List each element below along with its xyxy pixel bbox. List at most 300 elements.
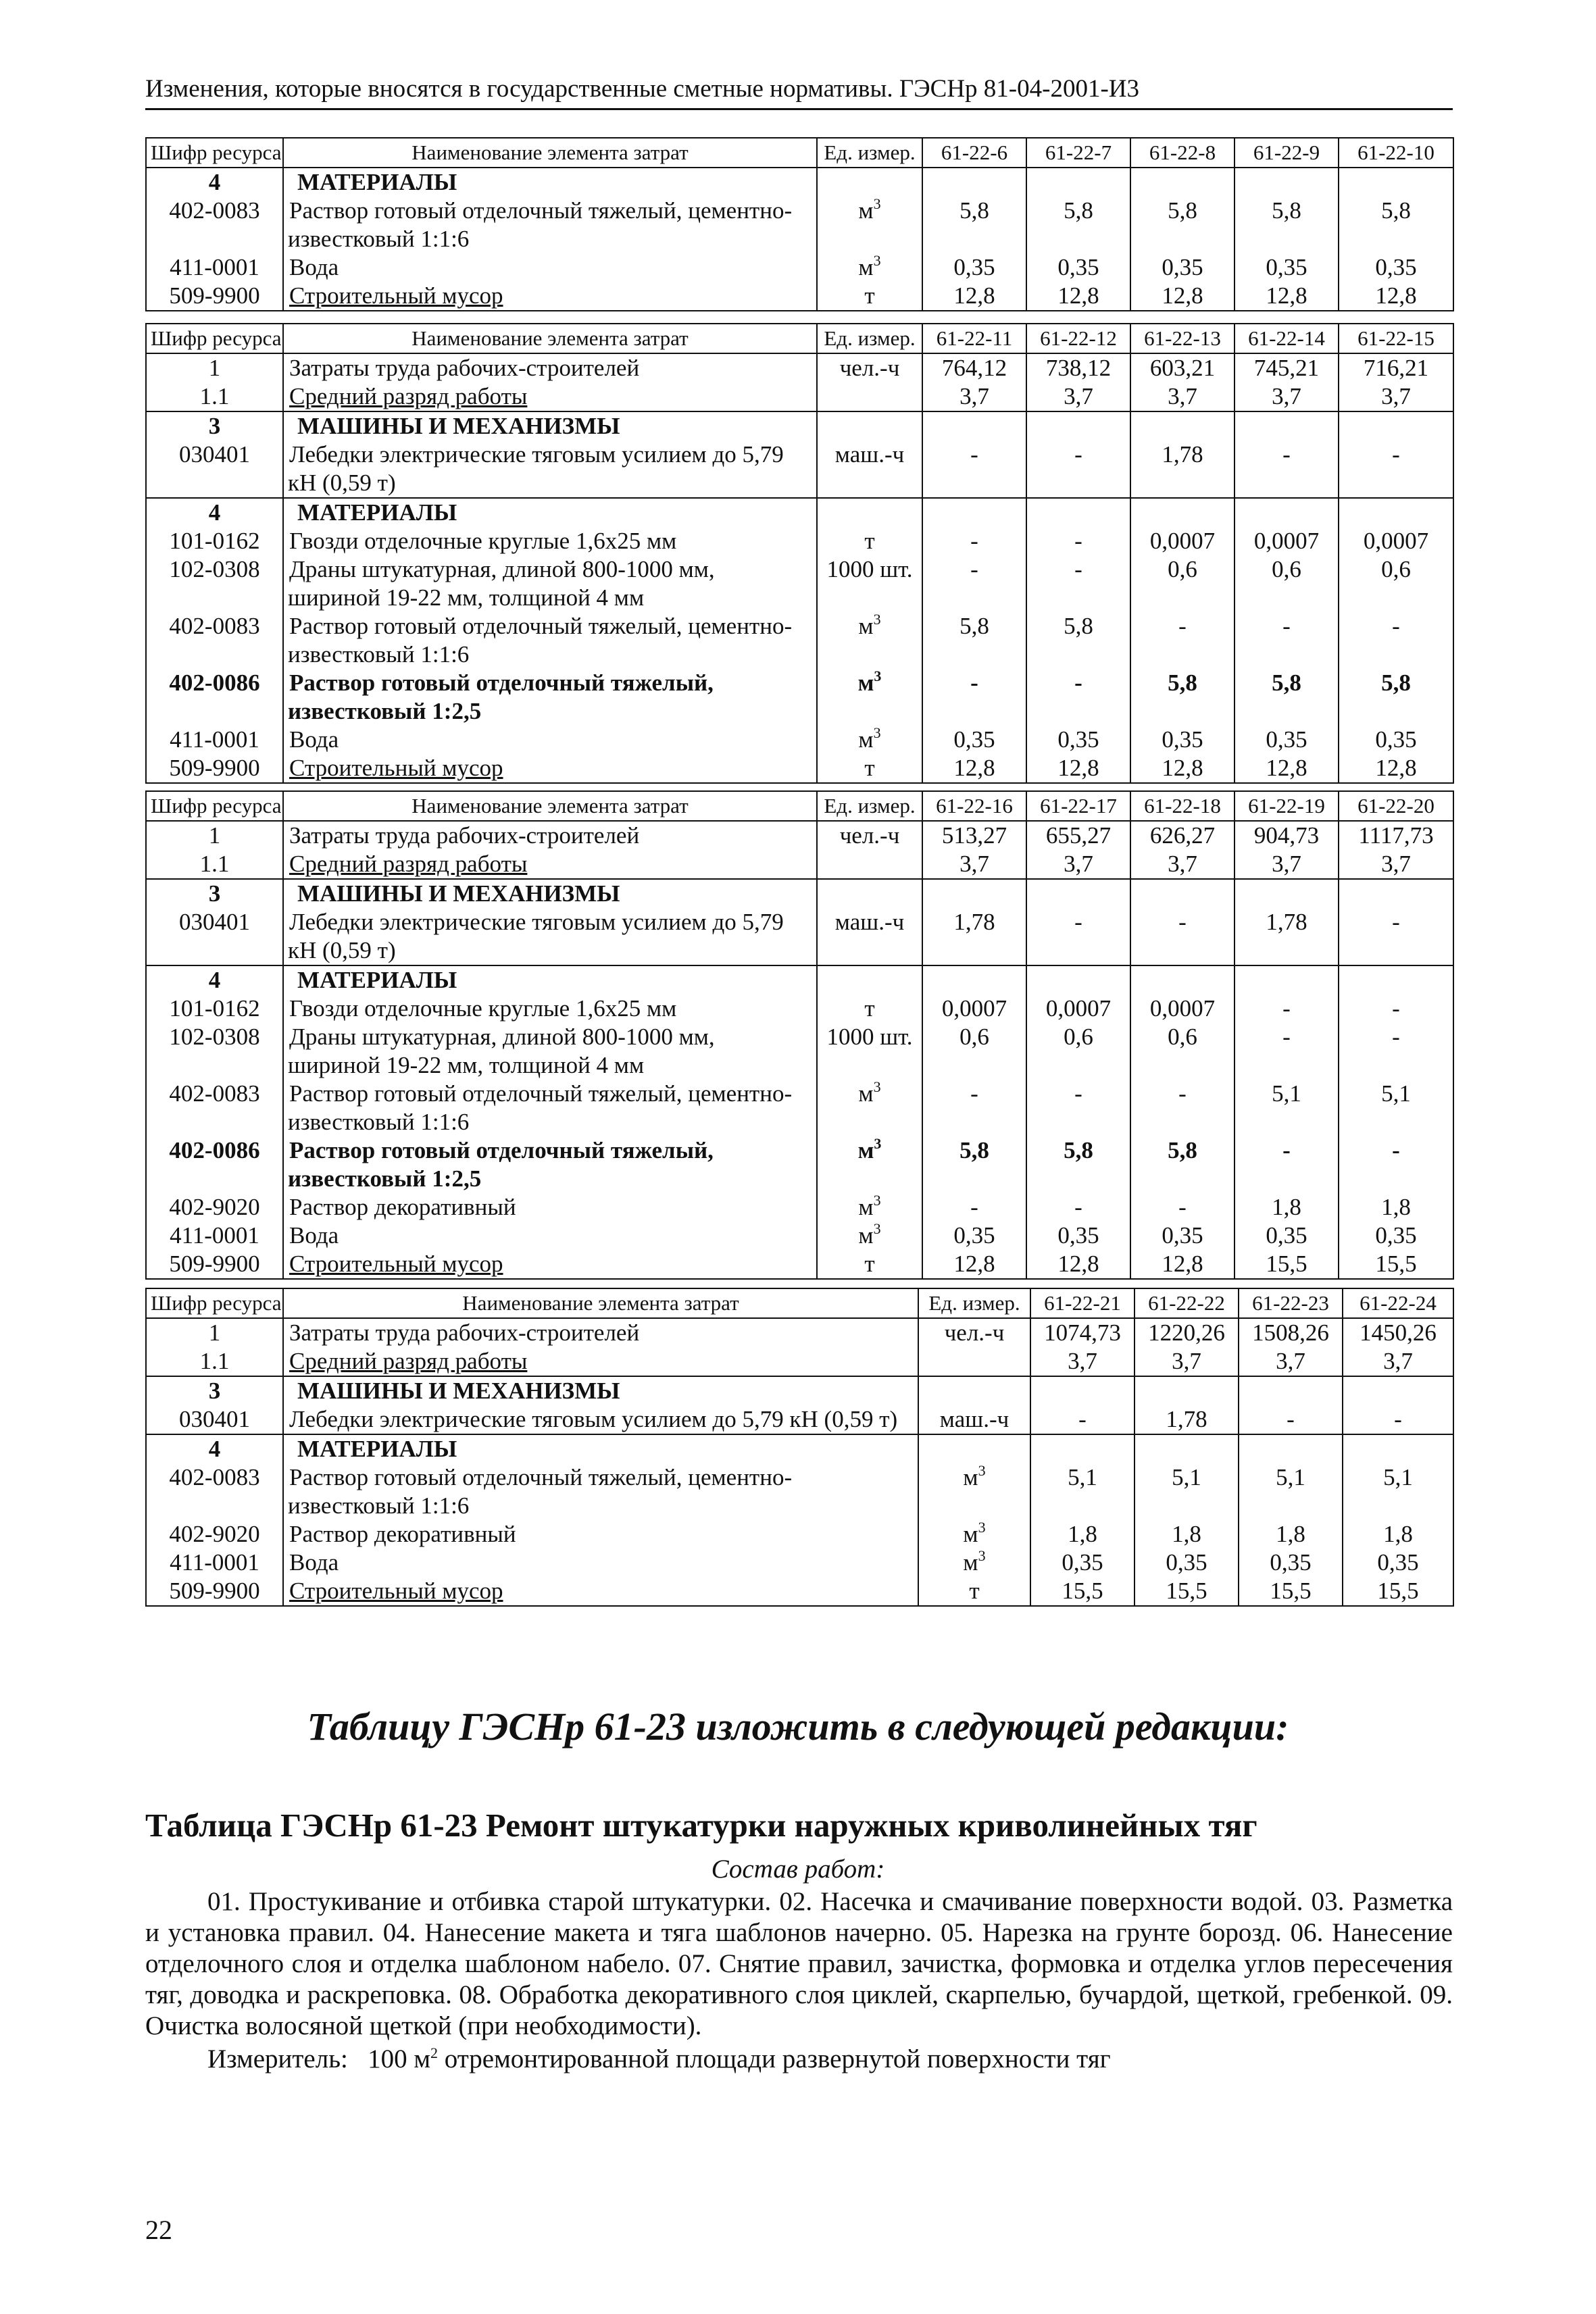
- value-cell: -: [1339, 1023, 1453, 1080]
- resource-name-cell: [283, 995, 817, 1023]
- section-row: [146, 1434, 1453, 1463]
- value-cell: 5,8: [922, 1136, 1026, 1193]
- value-cell: -: [922, 1193, 1026, 1222]
- value-cell: 0,6: [1339, 555, 1453, 612]
- value-cell: 5,1: [1134, 1463, 1239, 1520]
- unit-cell: [817, 168, 922, 197]
- value-cell: 12,8: [1130, 282, 1235, 311]
- value-cell: 1,78: [922, 908, 1026, 965]
- value-cell: 5,8: [1026, 1136, 1130, 1193]
- value-cell: -: [1026, 527, 1130, 555]
- value-cell: 12,8: [1339, 754, 1453, 783]
- resource-code: 402-0083: [146, 612, 283, 669]
- resource-name-cell: [283, 1318, 918, 1347]
- value-cell: -: [1235, 441, 1339, 498]
- column-header-norm: 61-22-10: [1339, 138, 1453, 168]
- unit-cubic-meter: $м^3$: [963, 1519, 986, 1547]
- table-header-row: [146, 791, 1453, 821]
- table-row: [146, 726, 1453, 754]
- column-header-norm: 61-22-21: [1030, 1288, 1134, 1318]
- resource-code: 509-9900: [146, 1250, 283, 1279]
- value-cell: 12,8: [922, 754, 1026, 783]
- unit-cubic-meter: $м^3$: [963, 1462, 986, 1490]
- value-cell: [1130, 965, 1235, 995]
- resource-name: Гвозди отделочные круглые 1,6х25 мм: [289, 528, 677, 554]
- resource-name-cell: [283, 1520, 918, 1549]
- resource-code: 4: [146, 168, 283, 197]
- section-row: [146, 965, 1453, 995]
- table-header-row: [146, 138, 1453, 168]
- page-number: 22: [145, 2215, 172, 2245]
- unit-cell: т: [817, 995, 922, 1023]
- table-row: [146, 382, 1453, 411]
- value-cell: 0,35: [1026, 726, 1130, 754]
- resource-name: Раствор готовый отделочный тяжелый, цементно-известковый 1:1:6: [288, 1080, 793, 1135]
- table-row: [146, 282, 1453, 311]
- unit-cell: [817, 879, 922, 908]
- unit-cubic-meter: $м^3$: [963, 1547, 986, 1576]
- value-cell: 1,78: [1235, 908, 1339, 965]
- value-cell: 15,5: [1030, 1577, 1134, 1606]
- section-title: МАТЕРИАЛЫ: [297, 1436, 457, 1462]
- value-cell: -: [922, 527, 1026, 555]
- table-row: [146, 441, 1453, 498]
- resource-code: 3: [146, 879, 283, 908]
- unit-cell: [918, 1463, 1030, 1520]
- value-cell: [1026, 411, 1130, 441]
- value-cell: 1,78: [1130, 441, 1235, 498]
- value-cell: 5,1: [1343, 1463, 1453, 1520]
- resource-name-cell: [283, 527, 817, 555]
- table-row: [146, 1347, 1453, 1376]
- resource-name: Лебедки электрические тяговым усилием до 5,79 кН (0,59 т): [288, 909, 784, 963]
- value-cell: 15,5: [1239, 1577, 1343, 1606]
- unit-cell: т: [817, 754, 922, 783]
- value-cell: 904,73: [1235, 821, 1339, 850]
- column-header-norm: 61-22-20: [1339, 791, 1453, 821]
- resource-code: 509-9900: [146, 754, 283, 783]
- value-cell: [1130, 411, 1235, 441]
- unit-cell: [817, 669, 922, 726]
- value-cell: [922, 411, 1026, 441]
- column-header-norm: 61-22-15: [1339, 324, 1453, 353]
- resource-name-cell: [283, 441, 817, 498]
- unit-cubic-meter: $м^3$: [858, 724, 881, 753]
- value-cell: -: [1130, 612, 1235, 669]
- value-cell: -: [1026, 555, 1130, 612]
- composition-text: 01. Простукивание и отбивка старой штукатурки. 02. Насечка и смачивание поверхности водой. 03. Разметка и установка правил. 04. Нанесение макета и тяга шаблонов начерно. 05. Нарезка на грунте борозд. 06. Нанесение отделочного слоя и отделка шаблоном набело. 07. Снятие правил, зачистка, формовка и отделка углов пересечения тяг, доводка и раскреповка. 08. Обработка декоративного слоя циклей, скарпелью, бучардой, щеткой, гребенкой. 09. Очистка волосяной щеткой (при необходимости).: [145, 1887, 1453, 2040]
- value-cell: -: [1026, 1080, 1130, 1136]
- value-cell: 513,27: [922, 821, 1026, 850]
- value-cell: [1026, 965, 1130, 995]
- value-cell: 0,35: [1239, 1549, 1343, 1577]
- value-cell: [1026, 168, 1130, 197]
- resource-name-cell: [283, 1405, 918, 1434]
- value-cell: -: [922, 669, 1026, 726]
- column-header-code: Шифр ресурса: [146, 138, 283, 168]
- resource-name: Затраты труда рабочих-строителей: [289, 1319, 640, 1346]
- value-cell: 1074,73: [1030, 1318, 1134, 1347]
- value-cell: [1343, 1434, 1453, 1463]
- value-cell: 5,8: [1130, 1136, 1235, 1193]
- value-cell: -: [1239, 1405, 1343, 1434]
- norm-table-4: [145, 1288, 1454, 1607]
- value-cell: 5,8: [1235, 669, 1339, 726]
- unit-cubic-meter: $м^3$: [857, 668, 882, 696]
- value-cell: 0,35: [922, 253, 1026, 282]
- value-cell: 5,8: [1339, 669, 1453, 726]
- resource-name: Вода: [289, 726, 339, 753]
- resource-code: 1.1: [146, 1347, 283, 1376]
- resource-name: Раствор готовый отделочный тяжелый, цементно-известковый 1:1:6: [288, 613, 793, 668]
- table-row: [146, 1520, 1453, 1549]
- resource-name: Гвозди отделочные круглые 1,6х25 мм: [289, 995, 677, 1022]
- resource-name: Раствор готовый отделочный тяжелый, цементно-известковый 1:1:6: [288, 1464, 793, 1519]
- resource-name: Драны штукатурная, длиной 800-1000 мм, шириной 19-22 мм, толщиной 4 мм: [288, 1024, 715, 1078]
- value-cell: -: [1130, 1080, 1235, 1136]
- value-cell: 3,7: [1030, 1347, 1134, 1376]
- value-cell: 655,27: [1026, 821, 1130, 850]
- measurer-rest: отремонтированной площади развернутой поверхности тяг: [438, 2044, 1111, 2073]
- table-row: [146, 1318, 1453, 1347]
- column-header-code: Шифр ресурса: [146, 1288, 283, 1318]
- measurer-line: [207, 2044, 1111, 2074]
- value-cell: 1220,26: [1134, 1318, 1239, 1347]
- table-row: [146, 612, 1453, 669]
- resource-name-cell: [283, 879, 817, 908]
- unit-cell: чел.-ч: [918, 1318, 1030, 1347]
- resource-code: 030401: [146, 1405, 283, 1434]
- unit-cell: [918, 1434, 1030, 1463]
- value-cell: 745,21: [1235, 353, 1339, 382]
- value-cell: [1235, 168, 1339, 197]
- value-cell: 3,7: [1339, 850, 1453, 879]
- resource-name-cell: [283, 669, 817, 726]
- unit-cell: [918, 1520, 1030, 1549]
- value-cell: 3,7: [1130, 850, 1235, 879]
- resource-code: 4: [146, 965, 283, 995]
- resource-name: Строительный мусор: [289, 1251, 503, 1277]
- value-cell: 3,7: [1130, 382, 1235, 411]
- value-cell: 0,6: [1130, 555, 1235, 612]
- unit-cubic-meter: $м^3$: [858, 1078, 881, 1107]
- resource-name: Затраты труда рабочих-строителей: [289, 822, 640, 849]
- unit-cell: [817, 382, 922, 411]
- value-cell: [1339, 411, 1453, 441]
- value-cell: 0,0007: [1130, 995, 1235, 1023]
- value-cell: 5,8: [1130, 669, 1235, 726]
- resource-code: 402-0083: [146, 197, 283, 253]
- value-cell: 15,5: [1235, 1250, 1339, 1279]
- value-cell: 5,1: [1239, 1463, 1343, 1520]
- resource-name-cell: [283, 1376, 918, 1405]
- column-header-norm: 61-22-14: [1235, 324, 1339, 353]
- resource-code: 402-0083: [146, 1080, 283, 1136]
- resource-name: Вода: [289, 254, 339, 280]
- resource-name-cell: [283, 498, 817, 527]
- value-cell: 5,8: [922, 197, 1026, 253]
- column-header-unit: Ед. измер.: [817, 138, 922, 168]
- unit-cubic-meter: $м^3$: [858, 1220, 881, 1249]
- value-cell: 0,6: [1130, 1023, 1235, 1080]
- norm-table-1: [145, 137, 1454, 311]
- resource-name-cell: [283, 1193, 817, 1222]
- value-cell: [1235, 498, 1339, 527]
- value-cell: -: [1339, 995, 1453, 1023]
- column-header-code: Шифр ресурса: [146, 324, 283, 353]
- resource-name: Средний разряд работы: [289, 383, 528, 409]
- resource-name: Строительный мусор: [289, 1578, 503, 1604]
- table-header-row: [146, 324, 1453, 353]
- value-cell: 764,12: [922, 353, 1026, 382]
- column-header-unit: Ед. измер.: [918, 1288, 1030, 1318]
- value-cell: 5,8: [1235, 197, 1339, 253]
- table-header-row: [146, 1288, 1453, 1318]
- value-cell: 0,6: [1235, 555, 1339, 612]
- table-row: [146, 1405, 1453, 1434]
- value-cell: 0,35: [1235, 726, 1339, 754]
- section-row: [146, 1376, 1453, 1405]
- resource-code: 509-9900: [146, 1577, 283, 1606]
- resource-name-cell: [283, 965, 817, 995]
- value-cell: [1130, 879, 1235, 908]
- column-header-norm: 61-22-13: [1130, 324, 1235, 353]
- value-cell: 3,7: [1134, 1347, 1239, 1376]
- resource-code: 101-0162: [146, 527, 283, 555]
- table-row: [146, 1136, 1453, 1193]
- value-cell: -: [1235, 1136, 1339, 1193]
- composition-label: Состав работ:: [711, 1855, 885, 1884]
- value-cell: 12,8: [1130, 754, 1235, 783]
- value-cell: 0,35: [1134, 1549, 1239, 1577]
- section-title: МАТЕРИАЛЫ: [297, 967, 457, 993]
- column-header-norm: 61-22-19: [1235, 791, 1339, 821]
- value-cell: -: [1026, 1193, 1130, 1222]
- value-cell: 1,78: [1134, 1405, 1239, 1434]
- value-cell: 5,8: [1026, 197, 1130, 253]
- norm-table-3: [145, 790, 1454, 1280]
- resource-name: Затраты труда рабочих-строителей: [289, 355, 640, 381]
- unit-cell: маш.-ч: [817, 441, 922, 498]
- value-cell: [1134, 1376, 1239, 1405]
- value-cell: 1450,26: [1343, 1318, 1453, 1347]
- value-cell: 0,35: [1343, 1549, 1453, 1577]
- value-cell: 0,35: [922, 726, 1026, 754]
- value-cell: [1235, 965, 1339, 995]
- measurer-sup: 2: [430, 2044, 439, 2061]
- value-cell: 3,7: [922, 850, 1026, 879]
- value-cell: -: [1130, 908, 1235, 965]
- resource-name-cell: [283, 411, 817, 441]
- unit-cell: 1000 шт.: [817, 555, 922, 612]
- section-row: [146, 498, 1453, 527]
- value-cell: [1235, 411, 1339, 441]
- unit-cell: т: [817, 282, 922, 311]
- value-cell: -: [1339, 908, 1453, 965]
- section-row: [146, 168, 1453, 197]
- value-cell: 0,35: [1026, 1222, 1130, 1250]
- value-cell: 0,0007: [1235, 527, 1339, 555]
- resource-code: 030401: [146, 441, 283, 498]
- table-row: [146, 1222, 1453, 1250]
- header-title: Изменения, которые вносятся в государственные сметные нормативы. ГЭСНр 81-04-2001-И3: [145, 75, 1139, 103]
- resource-code: 1: [146, 821, 283, 850]
- resource-name-cell: [283, 382, 817, 411]
- resource-code: 102-0308: [146, 1023, 283, 1080]
- unit-cubic-meter: $м^3$: [858, 252, 881, 280]
- column-header-norm: 61-22-6: [922, 138, 1026, 168]
- column-header-unit: Ед. измер.: [817, 791, 922, 821]
- resource-code: 402-9020: [146, 1193, 283, 1222]
- column-header-norm: 61-22-24: [1343, 1288, 1453, 1318]
- column-header-norm: 61-22-22: [1134, 1288, 1239, 1318]
- resource-name: Средний разряд работы: [289, 851, 528, 877]
- unit-cell: [817, 253, 922, 282]
- resource-code: 411-0001: [146, 1222, 283, 1250]
- resource-code: 4: [146, 498, 283, 527]
- instruction-heading: Таблицу ГЭСНр 61-23 изложить в следующей редакции:: [307, 1705, 1289, 1749]
- resource-name-cell: [283, 1577, 918, 1606]
- resource-name-cell: [283, 353, 817, 382]
- value-cell: 5,8: [1339, 197, 1453, 253]
- unit-cell: [918, 1376, 1030, 1405]
- value-cell: [1235, 879, 1339, 908]
- column-header-unit: Ед. измер.: [817, 324, 922, 353]
- resource-name: Раствор готовый отделочный тяжелый, известковый 1:2,5: [288, 1137, 714, 1192]
- resource-name-cell: [283, 1463, 918, 1520]
- value-cell: 1508,26: [1239, 1318, 1343, 1347]
- section-title: МАТЕРИАЛЫ: [297, 499, 457, 526]
- value-cell: 3,7: [1235, 382, 1339, 411]
- value-cell: 626,27: [1130, 821, 1235, 850]
- resource-name: Раствор готовый отделочный тяжелый, известковый 1:2,5: [288, 670, 714, 724]
- value-cell: -: [922, 555, 1026, 612]
- resource-name-cell: [283, 1250, 817, 1279]
- value-cell: 0,35: [1339, 253, 1453, 282]
- value-cell: 3,7: [1343, 1347, 1453, 1376]
- unit-cell: чел.-ч: [817, 821, 922, 850]
- value-cell: 716,21: [1339, 353, 1453, 382]
- value-cell: 3,7: [1026, 850, 1130, 879]
- value-cell: [1239, 1434, 1343, 1463]
- column-header-name: Наименование элемента затрат: [283, 1288, 918, 1318]
- value-cell: 12,8: [1339, 282, 1453, 311]
- column-header-norm: 61-22-23: [1239, 1288, 1343, 1318]
- value-cell: [1026, 879, 1130, 908]
- resource-code: 411-0001: [146, 253, 283, 282]
- unit-cell: [817, 1222, 922, 1250]
- resource-name-cell: [283, 726, 817, 754]
- resource-code: 402-0086: [146, 669, 283, 726]
- value-cell: 1,8: [1134, 1520, 1239, 1549]
- table-row: [146, 995, 1453, 1023]
- value-cell: 0,0007: [1026, 995, 1130, 1023]
- value-cell: 3,7: [1026, 382, 1130, 411]
- resource-name-cell: [283, 754, 817, 783]
- value-cell: 15,5: [1339, 1250, 1453, 1279]
- column-header-code: Шифр ресурса: [146, 791, 283, 821]
- value-cell: 12,8: [1026, 282, 1130, 311]
- resource-name: Средний разряд работы: [289, 1348, 528, 1374]
- resource-name: Вода: [289, 1222, 339, 1249]
- resource-name-cell: [283, 282, 817, 311]
- value-cell: -: [1339, 1136, 1453, 1193]
- resource-name: Строительный мусор: [289, 755, 503, 781]
- unit-cell: [817, 965, 922, 995]
- value-cell: 0,35: [1339, 1222, 1453, 1250]
- table-row: [146, 1080, 1453, 1136]
- value-cell: 12,8: [1235, 754, 1339, 783]
- resource-code: 1: [146, 353, 283, 382]
- value-cell: [1030, 1376, 1134, 1405]
- value-cell: 5,1: [1339, 1080, 1453, 1136]
- resource-name-cell: [283, 555, 817, 612]
- table-row: [146, 197, 1453, 253]
- value-cell: [1343, 1376, 1453, 1405]
- resource-code: 102-0308: [146, 555, 283, 612]
- value-cell: [1130, 168, 1235, 197]
- resource-name: Строительный мусор: [289, 282, 503, 309]
- value-cell: 12,8: [1235, 282, 1339, 311]
- resource-code: 402-0083: [146, 1463, 283, 1520]
- value-cell: 0,35: [1130, 726, 1235, 754]
- unit-cell: маш.-ч: [817, 908, 922, 965]
- value-cell: 1,8: [1030, 1520, 1134, 1549]
- section-title: МАШИНЫ И МЕХАНИЗМЫ: [297, 1378, 620, 1404]
- unit-cell: [918, 1549, 1030, 1577]
- unit-cubic-meter: $м^3$: [858, 611, 881, 639]
- value-cell: 0,6: [1026, 1023, 1130, 1080]
- value-cell: [922, 879, 1026, 908]
- resource-name-cell: [283, 168, 817, 197]
- resource-code: 101-0162: [146, 995, 283, 1023]
- value-cell: [922, 965, 1026, 995]
- resource-code: 4: [146, 1434, 283, 1463]
- resource-name-cell: [283, 1023, 817, 1080]
- value-cell: 3,7: [1239, 1347, 1343, 1376]
- value-cell: [922, 168, 1026, 197]
- unit-cell: т: [918, 1577, 1030, 1606]
- table-row: [146, 527, 1453, 555]
- value-cell: -: [1026, 669, 1130, 726]
- resource-code: 1.1: [146, 850, 283, 879]
- resource-code: 030401: [146, 908, 283, 965]
- unit-cell: [817, 197, 922, 253]
- table-row: [146, 253, 1453, 282]
- unit-cell: [817, 1080, 922, 1136]
- table-row: [146, 1023, 1453, 1080]
- value-cell: 1,8: [1239, 1520, 1343, 1549]
- value-cell: 1,8: [1339, 1193, 1453, 1222]
- value-cell: 12,8: [1026, 754, 1130, 783]
- table-row: [146, 821, 1453, 850]
- table-row: [146, 353, 1453, 382]
- unit-cell: [918, 1347, 1030, 1376]
- resource-name: Лебедки электрические тяговым усилием до 5,79 кН (0,59 т): [289, 1406, 898, 1432]
- value-cell: 0,35: [1030, 1549, 1134, 1577]
- unit-cell: [817, 1193, 922, 1222]
- resource-code: 3: [146, 411, 283, 441]
- unit-cubic-meter: $м^3$: [857, 1135, 882, 1163]
- column-header-name: Наименование элемента затрат: [283, 791, 817, 821]
- value-cell: 3,7: [922, 382, 1026, 411]
- resource-name-cell: [283, 850, 817, 879]
- value-cell: -: [1030, 1405, 1134, 1434]
- resource-name-cell: [283, 1549, 918, 1577]
- page-header: [145, 73, 1453, 110]
- column-header-name: Наименование элемента затрат: [283, 324, 817, 353]
- norm-table-2: [145, 323, 1454, 784]
